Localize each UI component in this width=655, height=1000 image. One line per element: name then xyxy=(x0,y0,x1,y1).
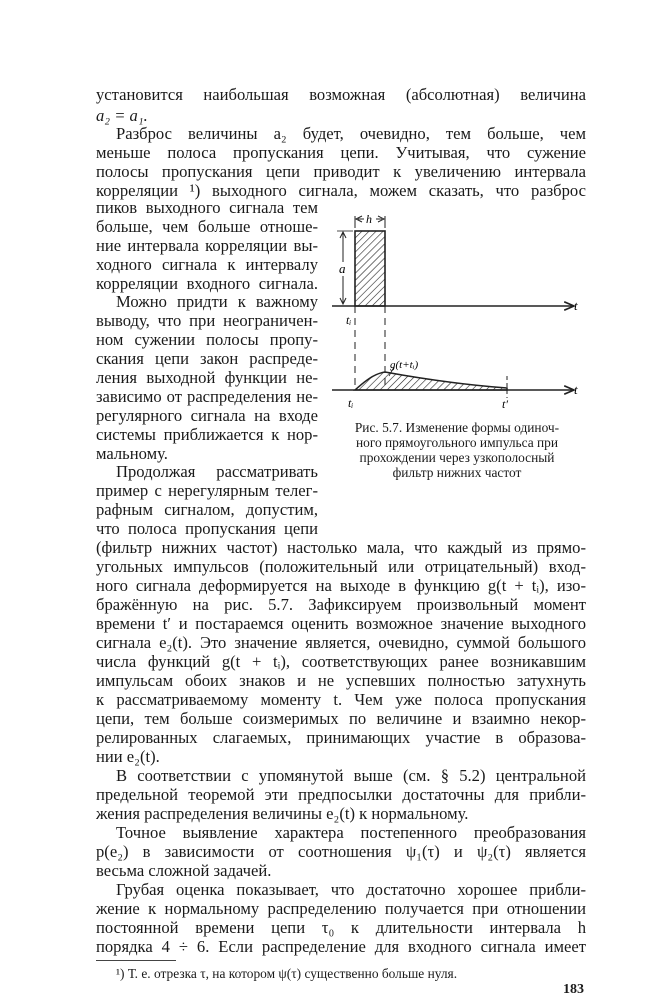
text-line: установится наибольшая возможная (абсолютная) величина xyxy=(96,85,586,104)
text-line: Грубая оценка показывает, что достаточно хорошее прибли- xyxy=(116,880,586,899)
label-ti-bottom: tᵢ xyxy=(348,396,354,410)
text-line: весьма сложной задачей. xyxy=(96,861,272,880)
footnote: ¹) Т. е. отрезка τ, на котором ψ(τ) существенно больше нуля. xyxy=(116,966,458,981)
text-line: нии e₂(t). xyxy=(96,747,160,766)
text-line: корреляции входного сигнала. xyxy=(96,274,318,293)
text-line: ного сигнала деформируется на выходе в функцию g(t + tᵢ), изо- xyxy=(96,576,586,595)
text-line: угольных импульсов (положительный или отрицательный) вход- xyxy=(96,557,586,576)
text-line: пример с нерегулярным телег- xyxy=(96,481,318,500)
text-line: Продолжая рассматривать xyxy=(116,462,318,481)
text-line: системы приближается к нор- xyxy=(96,425,318,444)
text-line: времени t′ и постараемся оценить возможное значение выходного xyxy=(96,614,586,633)
text-line: Разброс величины a₂ будет, очевидно, тем больше, чем xyxy=(116,124,586,143)
text-line: бражённую на рис. 5.7. Зафиксируем произвольный момент xyxy=(96,595,586,614)
label-a: a xyxy=(339,261,346,276)
text-line: корреляции ¹) выходного сигнала, можем сказать, что разброс xyxy=(96,181,586,200)
response-curve xyxy=(355,372,507,390)
label-t-top: t xyxy=(574,298,578,313)
text-line: ние интервала корреляции вы- xyxy=(96,236,318,255)
label-ti-top: tᵢ xyxy=(346,313,352,327)
text-line: полосы пропускания цепи приводит к увеличению интервала xyxy=(96,162,586,181)
text-line: жение к нормальному распределению получается при отношении xyxy=(96,899,586,918)
text-line: (фильтр нижних частот) настолько мала, что каждый из прямо- xyxy=(96,538,586,557)
text-line: релированных слагаемых, принимающих участие в образова- xyxy=(96,728,586,747)
text-line: больше, чем больше отноше- xyxy=(96,217,318,236)
text-line: рафным сигналом, допустим, xyxy=(96,500,318,519)
footnote-rule xyxy=(96,960,176,961)
text-line: порядка 4 ÷ 6. Если распределение для входного сигнала имеет xyxy=(96,937,586,956)
text-line: a₂ = a₁. xyxy=(96,106,148,125)
rect-pulse xyxy=(355,231,385,306)
text-line: импульсам обоих знаков и не успевших полностью затухнуть xyxy=(96,671,586,690)
text-line: скания цепи закон распреде- xyxy=(96,349,318,368)
text-line: регулярного сигнала на входе xyxy=(96,406,318,425)
text-line: ления выходной функции не- xyxy=(96,368,318,387)
text-line: Точное выявление характера постепенного преобразования xyxy=(116,823,586,842)
text-line: p(e₂) в зависимости от соотношения ψ₁(τ) и ψ₂(τ) является xyxy=(96,842,586,861)
text-line: ходного сигнала к интервалу xyxy=(96,255,318,274)
figure-5-7 xyxy=(322,200,592,428)
text-line: жения распределения величины e₂(t) к нормальному. xyxy=(96,804,469,823)
text-line: зависимо от распределения не- xyxy=(96,387,318,406)
text-line: числа функций g(t + tᵢ), соответствующих ранее возникавшим xyxy=(96,652,586,671)
page-number: 183 xyxy=(563,982,584,997)
text-line: цепи, тем больше соизмеримых по величине и взаимно некор- xyxy=(96,709,586,728)
text-line: мальному. xyxy=(96,444,168,463)
label-g: g(t+tᵢ) xyxy=(390,359,419,371)
text-line: ном сужении полосы пропу- xyxy=(96,330,318,349)
text-line: В соответствии с упомянутой выше (см. § 5.2) центральной xyxy=(116,766,586,785)
text-line: пиков выходного сигнала тем xyxy=(96,198,318,217)
label-h: h xyxy=(366,212,372,226)
text-line: что полоса пропускания цепи xyxy=(96,519,318,538)
text-line: меньше полоса пропускания цепи. Учитывая, что сужение xyxy=(96,143,586,162)
text-line: к рассматриваемому моменту t. Чем уже полоса пропускания xyxy=(96,690,586,709)
text-line: постоянной времени цепи τ₀ к длительности интервала h xyxy=(96,918,586,937)
text-line: предельной теоремой эти предпосылки достаточны для прибли- xyxy=(96,785,586,804)
label-t-bottom: t xyxy=(574,382,578,397)
text-line: сигнала e₂(t). Это значение является, очевидно, суммой большого xyxy=(96,633,586,652)
text-line: выводу, что при неограничен- xyxy=(96,311,318,330)
figure-caption: Рис. 5.7. Изменение формы одиноч- ного прямоугольного импульса при прохождении через узкополосный фильтр нижних частот xyxy=(354,420,560,480)
label-t-prime: t′ xyxy=(502,397,508,411)
text-line: Можно придти к важному xyxy=(116,292,318,311)
